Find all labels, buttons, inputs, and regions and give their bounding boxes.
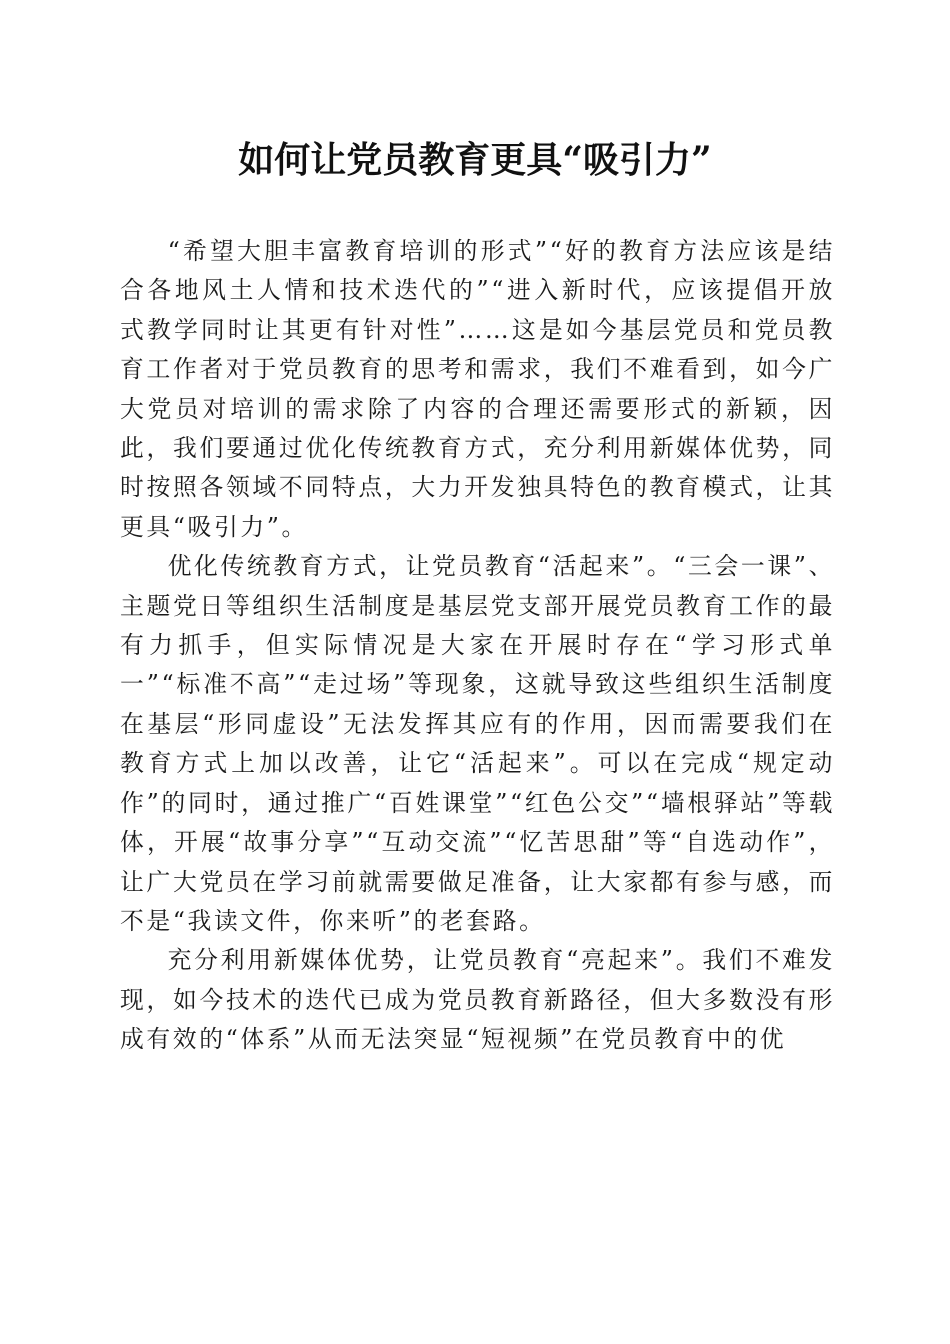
- page-title: 如何让党员教育更具“吸引力”: [238, 139, 712, 181]
- paragraph-traditional-methods: 优化传统教育方式，让党员教育“活起来”。“三会一课”、主题党日等组织生活制度是基层党支部开展党员教育工作的最有力抓手，但实际情况是大家在开展时存在“学习形式单一”“标准不高”“走过场”等现象，这就导致这些组织生活制度在基层“形同虚设”无法发挥其应有的作用，因而需要我们在教育方式上加以改善，让它“活起来”。可以在完成“规定动作”的同时，通过推广“百姓课堂”“红色公交”“墙根驿站”等载体，开展“故事分享”“互动交流”“忆苦思甜”等“自选动作”，让广大党员在学习前就需要做足准备，让大家都有参与感，而不是“我读文件，你来听”的老套路。: [120, 552, 835, 935]
- paragraph-intro: “希望大胆丰富教育培训的形式”“好的教育方法应该是结合各地风土人情和技术迭代的”“进入新时代，应该提倡开放式教学同时让其更有针对性”……这是如今基层党员和党员教育工作者对于党员教育的思考和需求，我们不难看到，如今广大党员对培训的需求除了内容的合理还需要形式的新颖，因此，我们要通过优化传统教育方式，充分利用新媒体优势，同时按照各领域不同特点，大力开发独具特色的教育模式，让其更具“吸引力”。: [120, 237, 835, 541]
- paragraph-new-media: 充分利用新媒体优势，让党员教育“亮起来”。我们不难发现，如今技术的迭代已成为党员教育新路径，但大多数没有形成有效的“体系”从而无法突显“短视频”在党员教育中的优: [120, 946, 835, 1054]
- article-body: [120, 232, 835, 1060]
